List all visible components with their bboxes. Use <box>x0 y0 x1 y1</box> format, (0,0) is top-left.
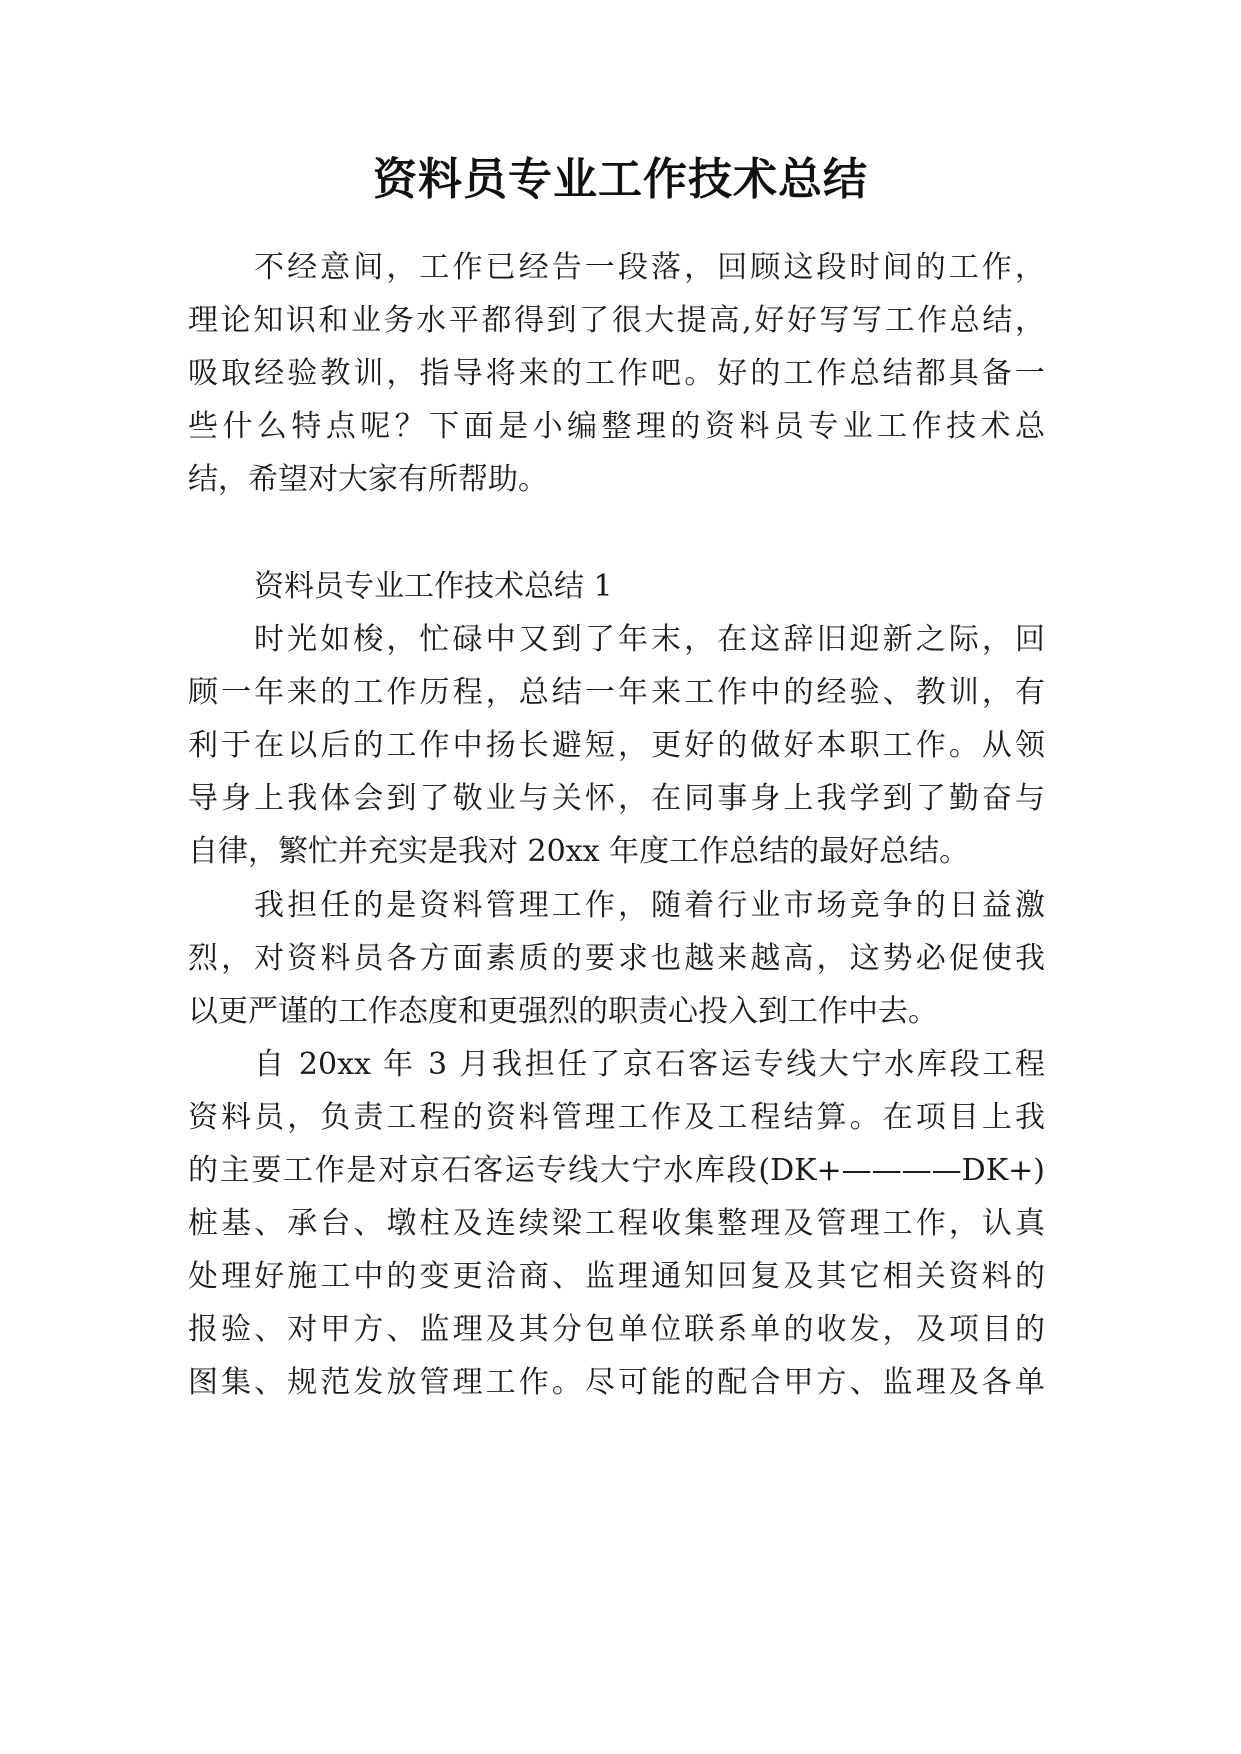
document-title: 资料员专业工作技术总结 <box>373 154 868 205</box>
text-line: 烈，对资料员各方面素质的要求也越来越高，这势必促使我 <box>188 941 1045 976</box>
text-line: 时光如梭，忙碌中又到了年末，在这辞旧迎新之际，回 <box>254 622 1045 657</box>
text-line: 不经意间，工作已经告一段落，回顾这段时间的工作， <box>254 250 1045 285</box>
section-heading: 资料员专业工作技术总结 1 <box>254 569 613 604</box>
text-line: 些什么特点呢？下面是小编整理的资料员专业工作技术总 <box>188 409 1045 444</box>
text-line: 以更严谨的工作态度和更强烈的职责心投入到工作中去。 <box>188 994 938 1029</box>
text-line: 自律，繁忙并充实是我对 20xx 年度工作总结的最好总结。 <box>188 834 970 869</box>
text-line: 报验、对甲方、监理及其分包单位联系单的收发，及项目的 <box>188 1312 1045 1347</box>
text-line: 利于在以后的工作中扬长避短，更好的做好本职工作。从领 <box>188 728 1045 763</box>
text-line: 吸取经验教训，指导将来的工作吧。好的工作总结都具备一 <box>188 356 1045 391</box>
text-line: 顾一年来的工作历程，总结一年来工作中的经验、教训，有 <box>188 675 1045 710</box>
text-line: 我担任的是资料管理工作，随着行业市场竞争的日益激 <box>254 888 1045 923</box>
text-line: 图集、规范发放管理工作。尽可能的配合甲方、监理及各单 <box>188 1365 1045 1400</box>
text-line: 导身上我体会到了敬业与关怀，在同事身上我学到了勤奋与 <box>188 781 1045 816</box>
text-line: 结，希望对大家有所帮助。 <box>188 462 548 497</box>
text-line: 桩基、承台、墩柱及连续梁工程收集整理及管理工作，认真 <box>188 1206 1045 1241</box>
text-line: 自 20xx 年 3 月我担任了京石客运专线大宁水库段工程 <box>254 1047 1045 1082</box>
text-line: 的主要工作是对京石客运专线大宁水库段(DK+————DK+) <box>188 1153 1045 1188</box>
text-line: 处理好施工中的变更洽商、监理通知回复及其它相关资料的 <box>188 1259 1045 1294</box>
text-line: 理论知识和业务水平都得到了很大提高,好好写写工作总结， <box>188 303 1045 338</box>
text-line: 资料员，负责工程的资料管理工作及工程结算。在项目上我 <box>188 1100 1045 1135</box>
